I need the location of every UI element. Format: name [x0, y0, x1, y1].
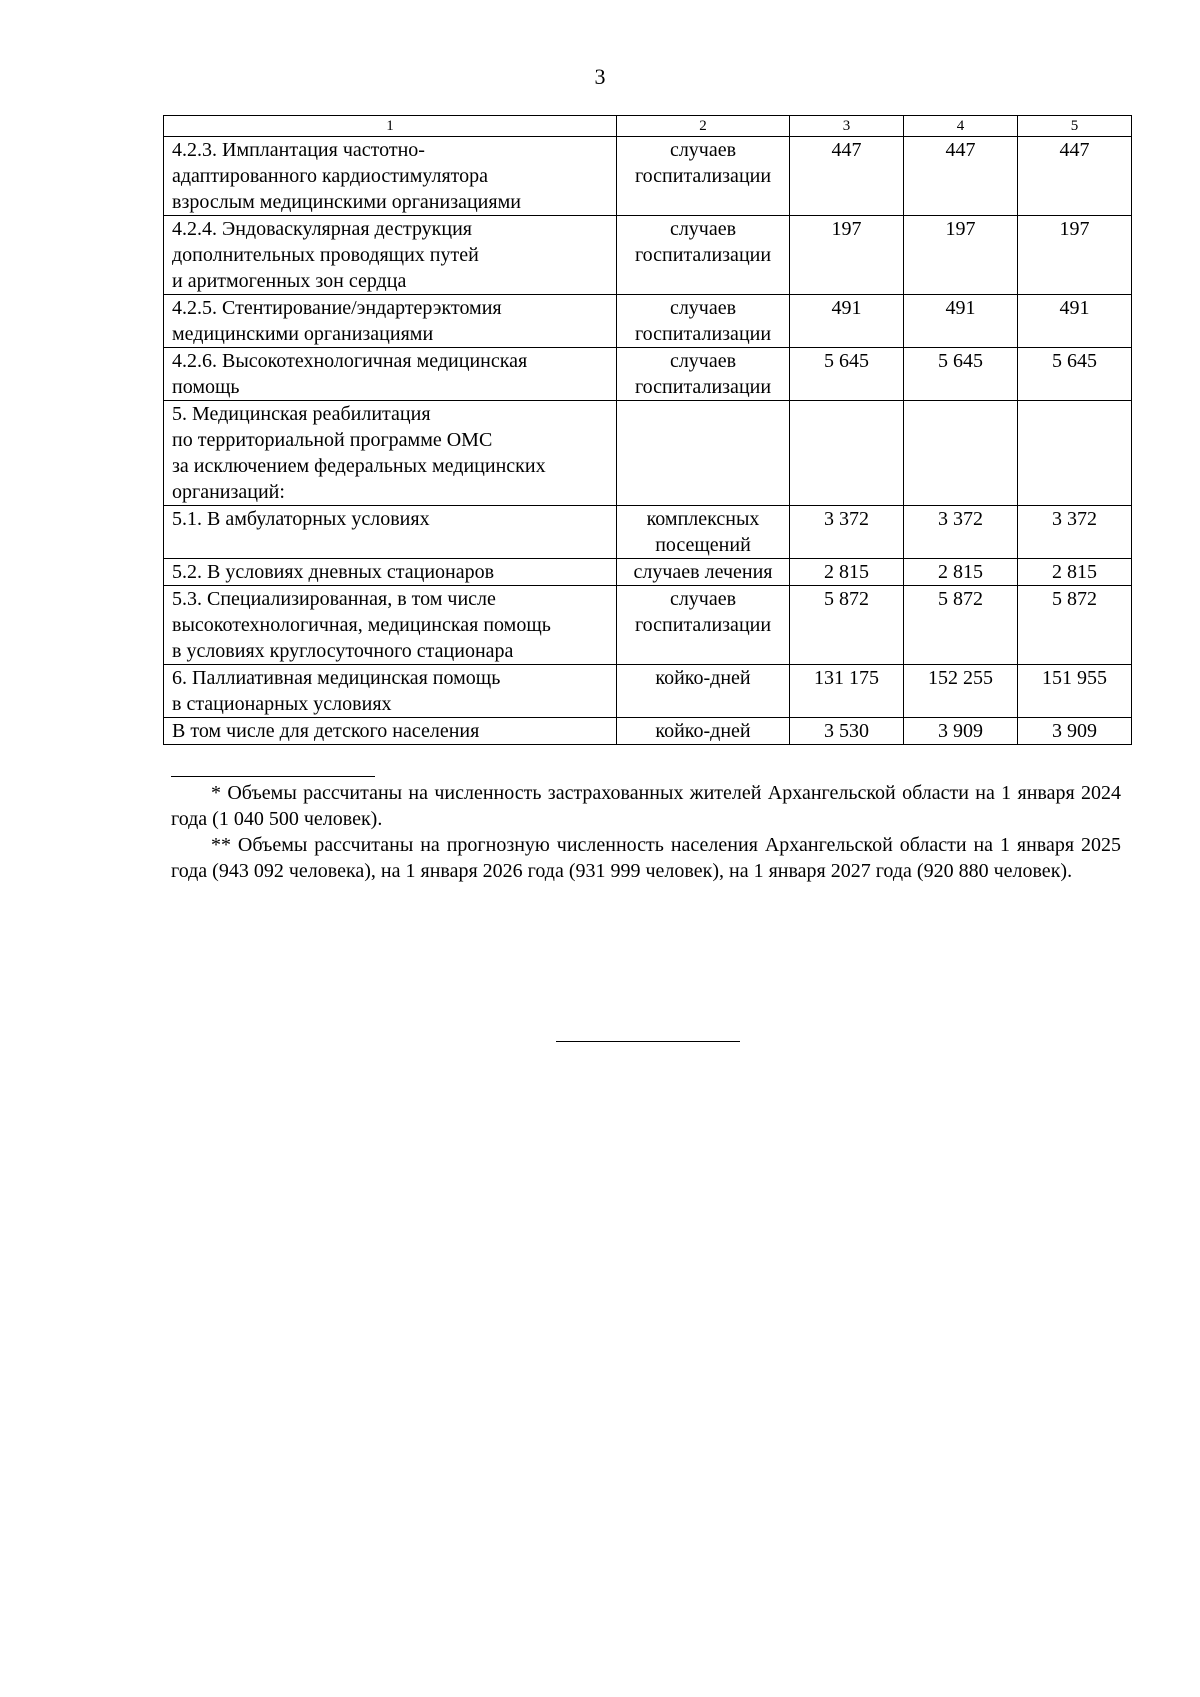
row-value-col4-cell: [904, 401, 1018, 506]
column-number-5: 5: [1018, 116, 1132, 137]
table-row: [164, 586, 1132, 665]
row-name-cell: 4.2.6. Высокотехнологичная медицинская помощь: [164, 348, 617, 401]
row-value-col5-cell: 5 872: [1018, 586, 1132, 665]
row-value-col5-cell: 2 815: [1018, 559, 1132, 586]
row-name-cell: 6. Паллиативная медицинская помощь в стационарных условиях: [164, 665, 617, 718]
table-row: [164, 216, 1132, 295]
row-name-cell: 4.2.3. Имплантация частотно- адаптированного кардиостимулятора взрослым медицинскими организациями: [164, 137, 617, 216]
row-name-cell: 5.1. В амбулаторных условиях: [164, 506, 617, 559]
row-value-col5-cell: 491: [1018, 295, 1132, 348]
row-value-col3-cell: 2 815: [790, 559, 904, 586]
row-name-cell: 4.2.4. Эндоваскулярная деструкция дополнительных проводящих путей и аритмогенных зон сердца: [164, 216, 617, 295]
row-value-col4-cell: 3 372: [904, 506, 1018, 559]
table-row: [164, 137, 1132, 216]
table-row: [164, 718, 1132, 745]
row-unit-cell: случаев госпитализации: [617, 348, 790, 401]
row-value-col4-cell: 2 815: [904, 559, 1018, 586]
table-row: [164, 559, 1132, 586]
table-row: [164, 665, 1132, 718]
row-unit-cell: комплексных посещений: [617, 506, 790, 559]
row-name-cell: В том числе для детского населения: [164, 718, 617, 745]
row-value-col4-cell: 447: [904, 137, 1018, 216]
row-name-cell: 5. Медицинская реабилитация по территориальной программе ОМС за исключением федеральных медицинских организаций:: [164, 401, 617, 506]
table-row: [164, 348, 1132, 401]
row-value-col5-cell: 197: [1018, 216, 1132, 295]
row-value-col3-cell: 491: [790, 295, 904, 348]
row-value-col4-cell: 5 872: [904, 586, 1018, 665]
row-value-col5-cell: 151 955: [1018, 665, 1132, 718]
footnote-separator: [171, 776, 375, 777]
row-value-col5-cell: 5 645: [1018, 348, 1132, 401]
column-number-4: 4: [904, 116, 1018, 137]
table-header-row: [164, 116, 1132, 137]
row-value-col3-cell: 3 530: [790, 718, 904, 745]
row-unit-cell: [617, 401, 790, 506]
row-value-col3-cell: 447: [790, 137, 904, 216]
row-value-col3-cell: 197: [790, 216, 904, 295]
data-table: [163, 115, 1132, 745]
row-name-cell: 4.2.5. Стентирование/эндартерэктомия медицинскими организациями: [164, 295, 617, 348]
row-value-col5-cell: 3 909: [1018, 718, 1132, 745]
row-name-cell: 5.2. В условиях дневных стационаров: [164, 559, 617, 586]
table-row: [164, 506, 1132, 559]
row-value-col3-cell: 5 645: [790, 348, 904, 401]
row-value-col5-cell: 3 372: [1018, 506, 1132, 559]
column-number-3: 3: [790, 116, 904, 137]
table-row: [164, 295, 1132, 348]
row-unit-cell: койко-дней: [617, 665, 790, 718]
row-value-col3-cell: 3 372: [790, 506, 904, 559]
row-unit-cell: случаев госпитализации: [617, 295, 790, 348]
footnote-1: * Объемы рассчитаны на численность застрахованных жителей Архангельской области на 1 января 2024 года (1 040 500 человек).: [171, 782, 1121, 830]
row-unit-cell: случаев госпитализации: [617, 216, 790, 295]
row-value-col3-cell: 5 872: [790, 586, 904, 665]
row-value-col3-cell: 131 175: [790, 665, 904, 718]
column-number-1: 1: [164, 116, 617, 137]
row-unit-cell: койко-дней: [617, 718, 790, 745]
row-unit-cell: случаев госпитализации: [617, 586, 790, 665]
row-value-col4-cell: 197: [904, 216, 1018, 295]
row-value-col4-cell: 152 255: [904, 665, 1018, 718]
row-name-cell: 5.3. Специализированная, в том числе высокотехнологичная, медицинская помощь в условиях круглосуточного стационара: [164, 586, 617, 665]
row-value-col5-cell: [1018, 401, 1132, 506]
column-number-2: 2: [617, 116, 790, 137]
row-value-col4-cell: 3 909: [904, 718, 1018, 745]
row-value-col4-cell: 491: [904, 295, 1018, 348]
row-unit-cell: случаев госпитализации: [617, 137, 790, 216]
footnote-2: ** Объемы рассчитаны на прогнозную численность населения Архангельской области на 1 января 2025 года (943 092 человека), на 1 января 2026 года (931 999 человек), на 1 января 2027 года (920 880 человек).: [171, 834, 1121, 882]
end-of-document-rule: [556, 1041, 740, 1042]
row-value-col3-cell: [790, 401, 904, 506]
row-value-col4-cell: 5 645: [904, 348, 1018, 401]
row-unit-cell: случаев лечения: [617, 559, 790, 586]
page-number: 3: [594, 64, 606, 89]
table-row: [164, 401, 1132, 506]
row-value-col5-cell: 447: [1018, 137, 1132, 216]
